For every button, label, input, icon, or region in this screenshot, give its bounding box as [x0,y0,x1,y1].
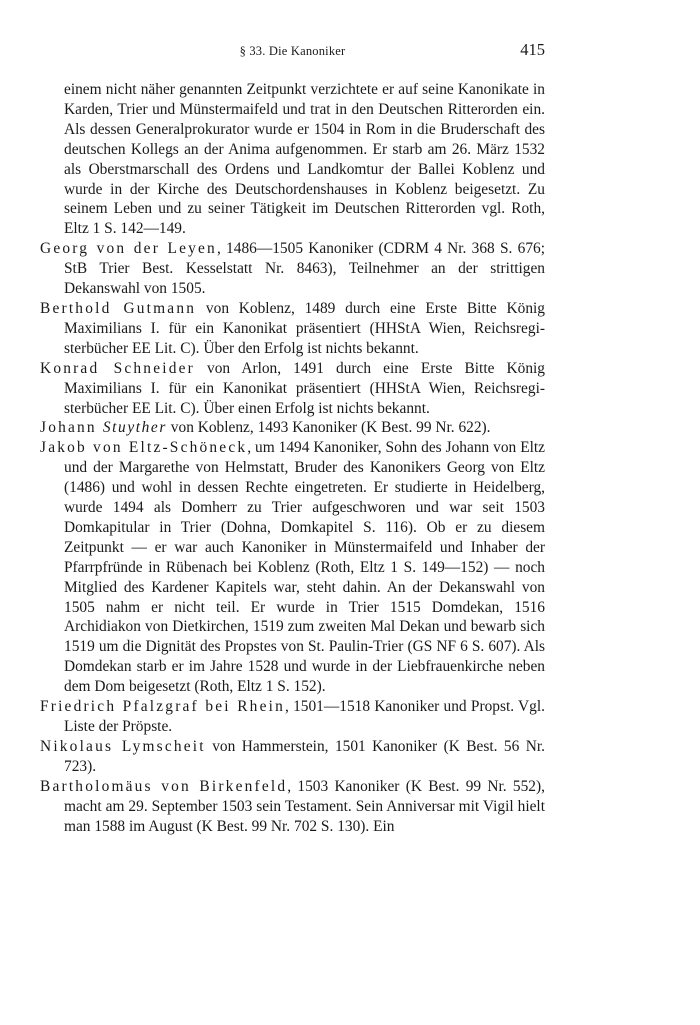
canon-entry [40,239,545,299]
canon-name-italic: Stuyther [102,419,167,437]
entry-text: , 1486—1505 Kanoniker (CDRM 4 Nr. 368 S. 676; StB Trier Best. Kesselstatt Nr. 8463), Teilnehmer an der strittigen Dekanswahl von 1505. [64,240,545,298]
canon-name: Nikolaus Lymscheit [40,737,206,755]
canon-name: Jakob von Eltz-Schöneck [40,439,248,457]
canon-name: Bartholomäus von Birkenfeld [40,777,288,795]
canon-entry [40,438,545,697]
canon-name: Georg von der Leyen [40,240,217,258]
running-title: § 33. Die Kanoniker [239,44,346,58]
entry-text: , um 1494 Kanoniker, Sohn des Johann von Eltz und der Margarethe von Helmstatt, Bruder des Kanonikers Georg von Eltz (1486) und wohl in dessen Rechte eingetreten. Er studierte in Heidelberg, wurde 1494 als Domherr zu Trier aufgeschworen und war seit 1503 Domkapitular in Trier (Dohna, Domkapitel S. 116). Ob er zu diesem Zeitpunkt — er war auch Kanoniker in Münstermaifeld und Inhaber der Pfarrpfründe in Rübenach bei Koblenz (Roth, Eltz 1 S. 149—152) — noch Mitglied des Kardener Kapitels war, steht dahin. An der Dekanswahl von 1505 nahm er nicht teil. Er wurde in Trier 1515 Domdekan, 1516 Archidiakon von Dietkirchen, 1519 zum zweiten Mal Dekan und bewarb sich 1519 um die Dignität des Propstes von St. Paulin-Trier (GS NF 6 S. 607). Als Domdekan starb er im Jahre 1528 und wurde in der Liebfrauenkirche neben dem Dom beigesetzt (Roth, Eltz 1 S. 152). [64,439,545,696]
canon-entry [40,418,545,438]
canon-name: Berthold Gutmann [40,299,197,317]
page-body [40,80,545,836]
canon-name: Friedrich Pfalzgraf bei Rhein [40,698,285,716]
canon-name: Johann [40,419,103,437]
continued-entry [40,80,545,239]
canon-name: Konrad Schneider [40,359,195,377]
page-number: 415 [520,40,545,59]
canon-entry [40,777,545,837]
entry-text: , 1501—1518 Kanoniker und Propst. Vgl. Liste der Pröpste. [64,698,545,735]
entry-text: von Arlon, 1491 durch eine Erste Bitte König Maximilians I. für ein Kanonikat präsentiert (HHStA Wien, Reichsregisterbücher EE Lit. C). Über einen Erfolg ist nichts bekannt. [64,359,545,417]
entry-text: einem nicht näher genannten Zeitpunkt verzichtete er auf seine Kanonikate in Karden, Trier und Münstermaifeld und trat in den Deutschen Ritterorden ein. Als dessen Generalprokurator wurde er 1504 in Rom in die Bruderschaft des deutschen Kollegs an der Anima aufgenommen. Er starb am 26. März 1532 als Oberstmarschall des Ordens und Landkomtur der Ballei Koblenz und wurde in der Kirche des Deutschordenshauses in Koblenz beigesetzt. Zu seinem Leben und zu seiner Tätigkeit im Deutschen Ritterorden vgl. Roth, Eltz 1 S. 142—149. [64,81,545,238]
entry-text: von Koblenz, 1489 durch eine Erste Bitte König Maximilians I. für ein Kanonikat präsentiert (HHStA Wien, Reichsregisterbücher EE Lit. C). Über den Erfolg ist nichts bekannt. [64,299,546,357]
running-header [40,40,545,62]
entry-text: von Koblenz, 1493 Kanoniker (K Best. 99 Nr. 622). [166,419,491,437]
canon-entry [40,299,545,359]
canon-entry [40,359,545,419]
canon-entry [40,697,545,737]
entry-text: von Hammerstein, 1501 Kanoniker (K Best. 56 Nr. 723). [64,737,546,775]
canon-entry [40,737,545,777]
entry-text: , 1503 Kanoniker (K Best. 99 Nr. 552), macht am 29. September 1503 sein Testament. Sein Anniversar mit Vigil hielt man 1588 im August (K Best. 99 Nr. 702 S. 130). Ein [64,777,545,835]
